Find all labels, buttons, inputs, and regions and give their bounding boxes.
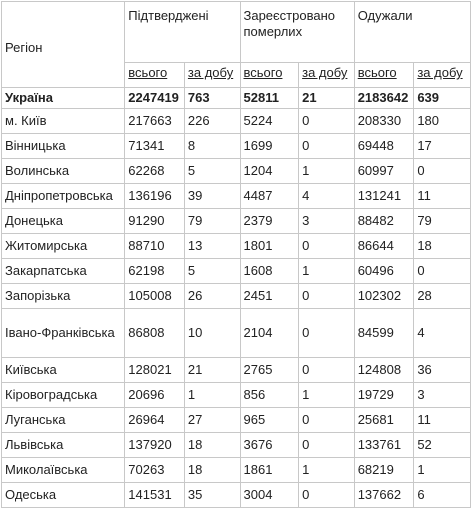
cell-confirmed-per-day: 226 — [184, 109, 240, 134]
cell-recovered-total: 133761 — [354, 433, 414, 458]
table-row — [2, 184, 471, 209]
cell-deaths-total: 2379 — [240, 209, 299, 234]
cell-confirmed-per-day: 10 — [184, 309, 240, 358]
header-recovered-per-day: за добу — [414, 63, 471, 88]
cell-deaths-total: 1861 — [240, 458, 299, 483]
header-confirmed: Підтверджені — [125, 2, 240, 63]
cell-deaths-per-day: 3 — [299, 209, 355, 234]
header-deaths-per-day: за добу — [299, 63, 355, 88]
cell-confirmed-total: 71341 — [125, 134, 185, 159]
header-deaths-total: всього — [240, 63, 299, 88]
table-row — [2, 109, 471, 134]
cell-recovered-total: 69448 — [354, 134, 414, 159]
cell-confirmed-per-day: 79 — [184, 209, 240, 234]
cell-confirmed-per-day: 39 — [184, 184, 240, 209]
cell-deaths-total: 2765 — [240, 358, 299, 383]
header-confirmed-total: всього — [125, 63, 185, 88]
cell-recovered-per-day: 180 — [414, 109, 471, 134]
cell-deaths-total: 5224 — [240, 109, 299, 134]
table-row — [2, 458, 471, 483]
cell-recovered-per-day: 6 — [414, 483, 471, 508]
cell-deaths-total: 52811 — [240, 88, 299, 109]
cell-recovered-per-day: 4 — [414, 309, 471, 358]
cell-confirmed-total: 128021 — [125, 358, 185, 383]
cell-recovered-total: 60997 — [354, 159, 414, 184]
cell-region: Луганська — [2, 408, 125, 433]
table-row-total — [2, 88, 471, 109]
cell-confirmed-per-day: 5 — [184, 259, 240, 284]
table-row — [2, 159, 471, 184]
cell-confirmed-total: 20696 — [125, 383, 185, 408]
header-confirmed-per-day: за добу — [184, 63, 240, 88]
cell-confirmed-per-day: 35 — [184, 483, 240, 508]
table-row — [2, 483, 471, 508]
cell-deaths-per-day: 1 — [299, 458, 355, 483]
table-row — [2, 309, 471, 358]
cell-region: Львівська — [2, 433, 125, 458]
table-body — [2, 88, 471, 508]
cell-confirmed-per-day: 21 — [184, 358, 240, 383]
table-row — [2, 234, 471, 259]
cell-recovered-per-day: 17 — [414, 134, 471, 159]
cell-region: Житомирська — [2, 234, 125, 259]
cell-deaths-per-day: 0 — [299, 134, 355, 159]
cell-recovered-total: 131241 — [354, 184, 414, 209]
cell-deaths-per-day: 4 — [299, 184, 355, 209]
header-recovered-total: всього — [354, 63, 414, 88]
cell-confirmed-per-day: 18 — [184, 458, 240, 483]
cell-recovered-per-day: 11 — [414, 408, 471, 433]
table-row — [2, 259, 471, 284]
cell-confirmed-total: 91290 — [125, 209, 185, 234]
cell-deaths-total: 965 — [240, 408, 299, 433]
cell-confirmed-per-day: 8 — [184, 134, 240, 159]
cell-confirmed-total: 88710 — [125, 234, 185, 259]
header-recovered: Одужали — [354, 2, 470, 63]
cell-deaths-total: 1801 — [240, 234, 299, 259]
table-row — [2, 134, 471, 159]
cell-recovered-total: 60496 — [354, 259, 414, 284]
cell-deaths-total: 856 — [240, 383, 299, 408]
cell-confirmed-total: 70263 — [125, 458, 185, 483]
cell-deaths-total: 2104 — [240, 309, 299, 358]
cell-recovered-per-day: 3 — [414, 383, 471, 408]
cell-recovered-total: 88482 — [354, 209, 414, 234]
cell-recovered-total: 19729 — [354, 383, 414, 408]
cell-region: Донецька — [2, 209, 125, 234]
cell-confirmed-per-day: 5 — [184, 159, 240, 184]
cell-confirmed-total: 62198 — [125, 259, 185, 284]
cell-confirmed-total: 105008 — [125, 284, 185, 309]
header-group-row — [2, 2, 471, 63]
cell-deaths-per-day: 0 — [299, 234, 355, 259]
covid-stats-table — [1, 1, 471, 508]
cell-region: м. Київ — [2, 109, 125, 134]
table-row — [2, 383, 471, 408]
cell-recovered-per-day: 52 — [414, 433, 471, 458]
cell-confirmed-per-day: 13 — [184, 234, 240, 259]
cell-region: Кіровоградська — [2, 383, 125, 408]
cell-region: Закарпатська — [2, 259, 125, 284]
cell-deaths-total: 3676 — [240, 433, 299, 458]
cell-deaths-per-day: 0 — [299, 483, 355, 508]
cell-region: Волинська — [2, 159, 125, 184]
cell-recovered-per-day: 0 — [414, 159, 471, 184]
cell-recovered-total: 102302 — [354, 284, 414, 309]
cell-deaths-total: 1699 — [240, 134, 299, 159]
cell-deaths-per-day: 1 — [299, 383, 355, 408]
header-deaths: Зареєстровано померлих — [240, 2, 354, 63]
cell-recovered-per-day: 36 — [414, 358, 471, 383]
cell-deaths-per-day: 0 — [299, 284, 355, 309]
cell-confirmed-per-day: 18 — [184, 433, 240, 458]
cell-recovered-total: 84599 — [354, 309, 414, 358]
cell-recovered-per-day: 11 — [414, 184, 471, 209]
cell-recovered-total: 68219 — [354, 458, 414, 483]
cell-confirmed-total: 136196 — [125, 184, 185, 209]
table-row — [2, 358, 471, 383]
cell-recovered-total: 25681 — [354, 408, 414, 433]
cell-confirmed-total: 62268 — [125, 159, 185, 184]
cell-deaths-per-day: 21 — [299, 88, 355, 109]
cell-confirmed-per-day: 26 — [184, 284, 240, 309]
cell-region: Україна — [2, 88, 125, 109]
cell-region: Запорізька — [2, 284, 125, 309]
cell-recovered-total: 2183642 — [354, 88, 414, 109]
cell-recovered-per-day: 18 — [414, 234, 471, 259]
cell-region: Вінницька — [2, 134, 125, 159]
cell-confirmed-per-day: 1 — [184, 383, 240, 408]
cell-region: Дніпропетровська — [2, 184, 125, 209]
cell-deaths-total: 1204 — [240, 159, 299, 184]
cell-confirmed-per-day: 763 — [184, 88, 240, 109]
cell-confirmed-total: 26964 — [125, 408, 185, 433]
cell-recovered-per-day: 28 — [414, 284, 471, 309]
cell-deaths-total: 2451 — [240, 284, 299, 309]
cell-deaths-total: 4487 — [240, 184, 299, 209]
cell-deaths-per-day: 0 — [299, 358, 355, 383]
cell-deaths-per-day: 0 — [299, 433, 355, 458]
cell-recovered-per-day: 1 — [414, 458, 471, 483]
cell-confirmed-total: 2247419 — [125, 88, 185, 109]
table-row — [2, 408, 471, 433]
cell-region: Київська — [2, 358, 125, 383]
cell-deaths-total: 1608 — [240, 259, 299, 284]
cell-confirmed-total: 217663 — [125, 109, 185, 134]
cell-confirmed-per-day: 27 — [184, 408, 240, 433]
cell-recovered-per-day: 0 — [414, 259, 471, 284]
cell-region: Одеська — [2, 483, 125, 508]
cell-recovered-total: 124808 — [354, 358, 414, 383]
cell-confirmed-total: 137920 — [125, 433, 185, 458]
cell-recovered-total: 137662 — [354, 483, 414, 508]
cell-recovered-total: 208330 — [354, 109, 414, 134]
cell-region: Івано-Франківська — [2, 309, 125, 358]
cell-confirmed-total: 141531 — [125, 483, 185, 508]
cell-recovered-per-day: 639 — [414, 88, 471, 109]
cell-deaths-per-day: 0 — [299, 408, 355, 433]
table-row — [2, 284, 471, 309]
table-row — [2, 433, 471, 458]
cell-deaths-per-day: 0 — [299, 109, 355, 134]
cell-region: Миколаївська — [2, 458, 125, 483]
cell-deaths-per-day: 1 — [299, 259, 355, 284]
cell-recovered-total: 86644 — [354, 234, 414, 259]
table-row — [2, 209, 471, 234]
header-region: Регіон — [2, 2, 125, 88]
cell-deaths-per-day: 1 — [299, 159, 355, 184]
cell-deaths-total: 3004 — [240, 483, 299, 508]
cell-deaths-per-day: 0 — [299, 309, 355, 358]
table-header — [2, 2, 471, 88]
cell-recovered-per-day: 79 — [414, 209, 471, 234]
cell-confirmed-total: 86808 — [125, 309, 185, 358]
